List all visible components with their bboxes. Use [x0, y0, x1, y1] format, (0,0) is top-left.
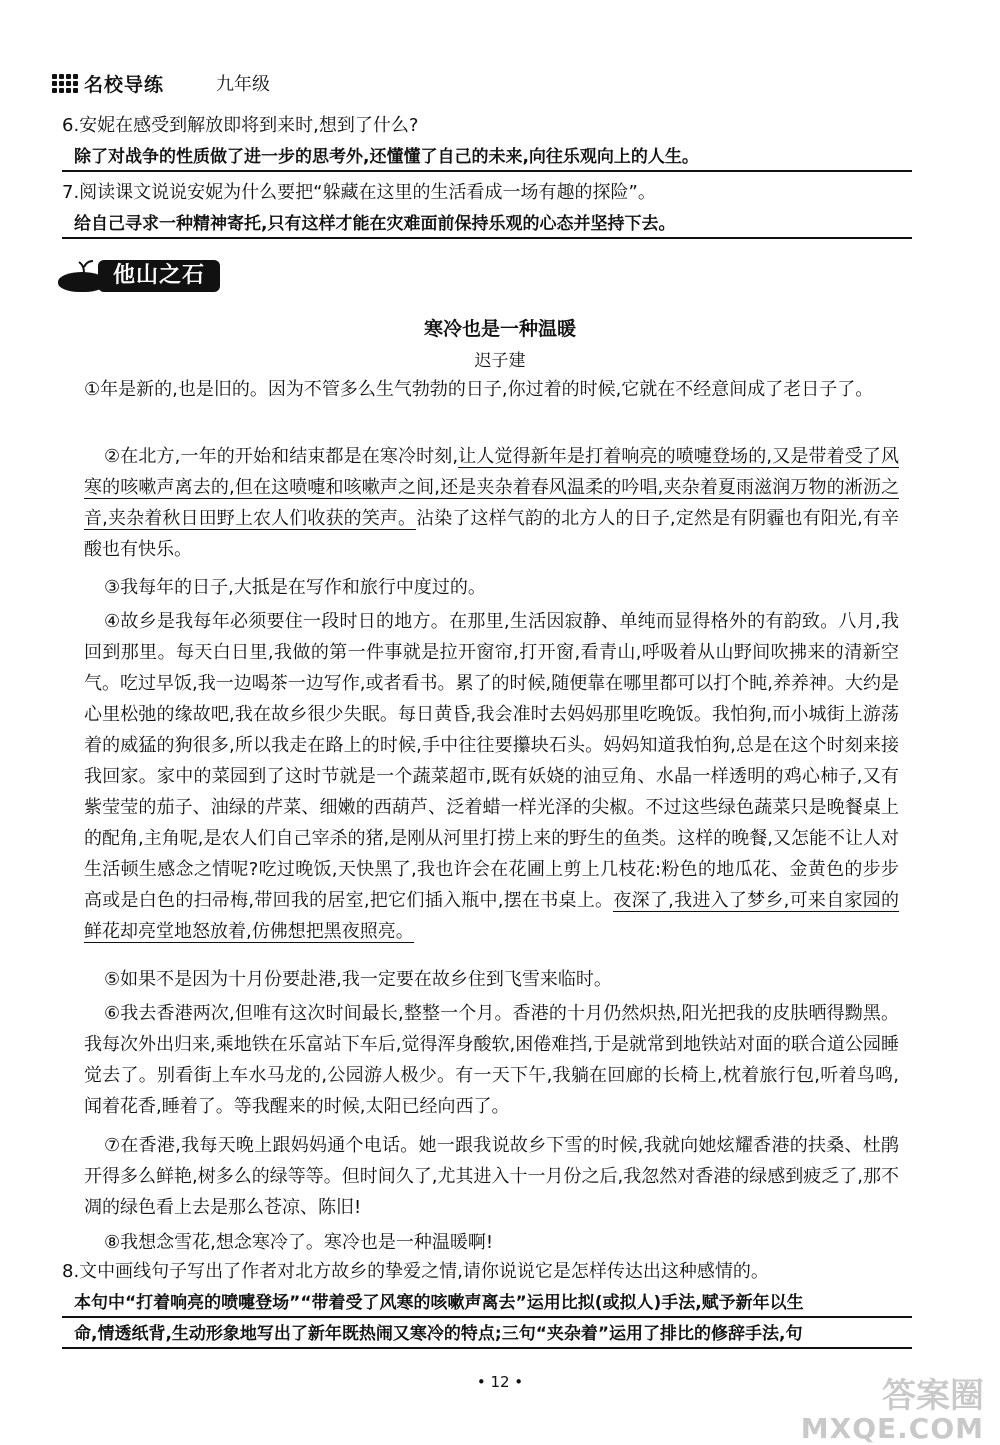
page-number: • 12 •	[476, 1373, 524, 1391]
paragraph-3: ③我每年的日子,大抵是在写作和旅行中度过的。	[104, 577, 486, 598]
page-header	[52, 70, 270, 96]
question-6: 6.安妮在感受到解放即将到来时,想到了什么?	[62, 115, 419, 136]
watermark-line-1: 答案圈	[882, 1376, 984, 1416]
paragraph-4	[84, 606, 899, 947]
header-dots-icon	[52, 74, 78, 93]
answer-8-line-1: 本句中“打着响亮的喷嚏登场”“带着受了风寒的咳嗽声离去”运用比拟(或拟人)手法,赋予新年以生	[74, 1293, 804, 1313]
answer-8-line-2: 命,情透纸背,生动形象地写出了新年既热闹又寒冷的特点;三句“夹杂着”运用了排比的修辞手法,句	[74, 1324, 803, 1344]
paragraph-7: ⑦在香港,我每天晚上跟妈妈通个电话。她一跟我说故乡下雪的时候,我就向她炫耀香港的扶桑、杜鹃开得多么鲜艳,树多么的绿等等。但时间久了,尤其进入十一月份之后,我忽然对香港的绿感到疲乏了,那不凋的绿色看上去是那么苍凉、陈旧!	[84, 1135, 899, 1218]
watermark-logo	[801, 1378, 984, 1444]
paragraph-6: ⑥我去香港两次,但唯有这次时间最长,整整一个月。香港的十月仍然炽热,阳光把我的皮肤晒得黝黑。我每次外出归来,乘地铁在乐富站下车后,觉得浑身酸软,困倦难挡,于是就常到地铁站对面的联合道公园睡觉去了。别看街上车水马龙的,公园游人极少。有一天下午,我躺在回廊的长椅上,枕着旅行包,听着鸟鸣,闻着花香,睡着了。等我醒来的时候,太阳已经向西了。	[84, 1003, 899, 1117]
paragraph-5: ⑤如果不是因为十月份要赴港,我一定要在故乡住到飞雪来临时。	[104, 969, 612, 990]
paragraph-8: ⑧我想念雪花,想念寒冷了。寒冷也是一种温暖啊!	[104, 1232, 494, 1253]
section-title: 他山之石	[98, 260, 220, 292]
answer-6-line	[62, 170, 912, 172]
paragraph-4-text: ④故乡是我每年必须要住一段时日的地方。在那里,生活因寂静、单纯而显得格外的有韵致。八月,我回到那里。每天白日里,我做的第一件事就是拉开窗帘,打开窗,看青山,呼吸着从山野间吹拂来的清新空气。吃过早饭,我一边喝茶一边写作,或者看书。累了的时候,随便靠在哪里都可以打个盹,养养神。大约是心里松弛的缘故吧,我在故乡很少失眠。每日黄昏,我会准时去妈妈那里吃晚饭。我怕狗,而小城街上游荡着的威猛的狗很多,所以我走在路上的时候,手中往往要攥块石头。妈妈知道我怕狗,总是在这个时刻来接我回家。家中的菜园到了这时节就是一个蔬菜超市,既有妖娆的油豆角、水晶一样透明的鸡心柿子,又有紫莹莹的茄子、油绿的芹菜、细嫩的西葫芦、泛着蜡一样光泽的尖椒。不过这些绿色蔬菜只是晚餐桌上的配角,主角呢,是农人们自己宰杀的猪,是刚从河里打捞上来的野生的鱼类。这样的晚餐,又怎能不让人对生活顿生感念之情呢?吃过晚饭,天快黑了,我也许会在花圃上剪上几枝花:粉色的地瓜花、金黄色的步步高或是白色的扫帚梅,带回我的居室,把它们插入瓶中,摆在书桌上。	[84, 611, 899, 911]
paragraph-2-underlined: 让人觉得新年是打着响亮的喷嚏登场的,又是带着受了风寒的咳嗽声离去的,但在这喷嚏和咳嗽声之间,还是夹杂着春风温柔的吟唱,夹杂着夏雨滋润万物的淅沥之音,夹杂着秋日田野上农人们收获的笑声。	[84, 446, 899, 529]
watermark-line-2: MXQE.COM	[800, 1412, 984, 1445]
answer-7: 给自己寻求一种精神寄托,只有这样才能在灾难面前保持乐观的心态并坚持下去。	[74, 214, 676, 234]
answer-6: 除了对战争的性质做了进一步的思考外,还懂懂了自己的未来,向往乐观向上的人生。	[74, 147, 699, 167]
article-author: 迟子建	[474, 351, 526, 371]
answer-7-line	[62, 237, 912, 239]
paragraph-4-underlined: 夜深了,我进入了梦乡,可来自家园的鲜花却亮堂地怒放着,仿佛想把黑夜照亮。	[84, 890, 899, 942]
header-brand: 名校导练	[84, 73, 165, 96]
header-grade: 九年级	[216, 74, 271, 95]
section-banner	[58, 254, 222, 296]
paragraph-1: ①年是新的,也是旧的。因为不管多么生气勃勃的日子,你过着的时候,它就在不经意间成了老日子了。	[84, 379, 874, 400]
paragraph-2-tail: 沾染了这样气韵的北方人的日子,定然是有阴霾也有阳光,有辛酸也有快乐。	[84, 508, 899, 560]
answer-8-rule-1	[62, 1316, 912, 1318]
paragraph-2	[84, 441, 899, 565]
article-title: 寒冷也是一种温暖	[423, 318, 576, 340]
paragraph-2-text: ②在北方,一年的开始和结束都是在寒冷时刻,	[104, 446, 459, 467]
question-8: 8.文中画线句子写出了作者对北方故乡的挚爱之情,请你说说它是怎样传达出这种感情的。	[62, 1261, 769, 1282]
sprout-icon	[74, 258, 94, 274]
answer-8-rule-2	[62, 1347, 912, 1349]
question-7: 7.阅读课文说说安妮为什么要把“躲藏在这里的生活看成一场有趣的探险”。	[62, 182, 656, 203]
